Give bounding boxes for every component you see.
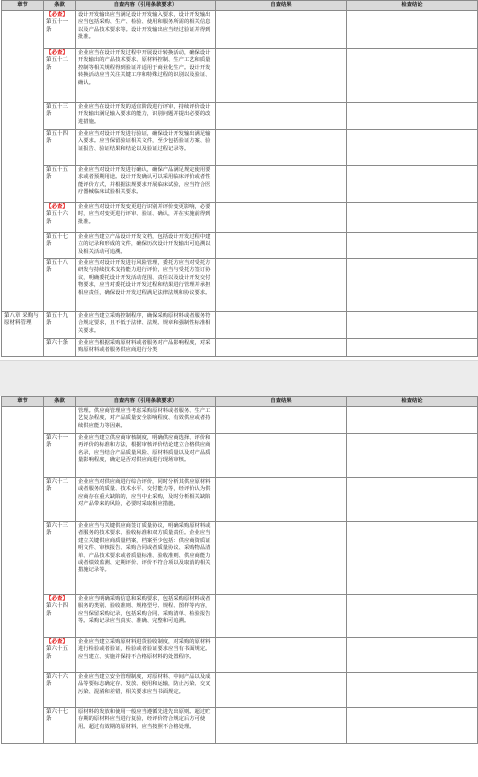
conclusion-cell[interactable] (347, 259, 478, 312)
header-result: 自查结果 (216, 397, 347, 407)
content-cell: 企业应当对设计开发进行验证，确保设计开发输出满足输入要求。应当保留验证相关文件，至少包括验证方案、验证报告、验证结果和结论以及验证过程记录等。 (76, 130, 216, 166)
content-cell: 企业应当建立产品设计开发文档，包括设计开发过程中建立的记录和形成的文件，确保历次设计开发输出可追溯以及相关活动可追溯。 (76, 233, 216, 259)
chapter-cell: 第八章 采购与原材料管理 (2, 312, 44, 357)
result-cell[interactable] (216, 259, 347, 312)
required-badge: 【必查】 (46, 639, 69, 645)
content-cell: 企业应当在设计开发的适宜阶段进行评审，持续评价设计开发输出满足输入要求的能力，识别问题并提出必要的改进措施。 (76, 103, 216, 130)
article-cell (44, 522, 76, 595)
content-cell: 企业应当建立采购控制程序，确保采购原材料或者服务符合规定要求，且不低于法律、法规、规章和强制性标准相关要求。 (76, 312, 216, 339)
table-row (2, 130, 478, 166)
page-gap (0, 360, 478, 398)
article-cell (44, 49, 76, 103)
table-row (2, 11, 478, 49)
article-number: 第六十一条 (46, 435, 69, 449)
article-number: 第六十条 (46, 340, 69, 346)
result-cell[interactable] (216, 478, 347, 522)
header-conclusion: 检查结论 (347, 397, 478, 407)
header-article: 条款 (44, 397, 76, 407)
header-conclusion: 检查结论 (347, 1, 478, 11)
article-cell (44, 203, 76, 233)
table-row (2, 203, 478, 233)
result-cell[interactable] (216, 522, 347, 595)
article-cell (44, 259, 76, 312)
content-cell: 管理。供应商管理应当考虑采购原材料或者服务、生产工艺复杂程度，对产品质量安全影响程度、有效供应或者持续供应能力等因素。 (76, 407, 216, 434)
table-row (2, 166, 478, 203)
table-row (2, 49, 478, 103)
result-cell[interactable] (216, 130, 347, 166)
required-badge: 【必查】 (46, 204, 69, 210)
header-article: 条款 (44, 1, 76, 11)
self-inspection-table-1 (1, 0, 478, 357)
content-cell: 企业应当在设计开发过程中开展设计转换活动，确保设计开发输出的产品技术要求、原材料控制、生产工艺和质量控制等相关规程得到验证并适用于商业化生产。设计开发转换活动应当关注关键工序和特殊过程的识别以及验证、确认。 (76, 49, 216, 103)
article-number: 第六十二条 (46, 479, 69, 493)
header-chapter: 章节 (2, 1, 44, 11)
content-cell: 企业应当建立供应商审核制度，明确供应商选择、评价和再评价的标准和方法，根据审核评价结论建立合格供应商名录，应当结合产品质量风险、原材料质量以及对产品质量影响程度，确定是否对供应商进行现场审核。 (76, 434, 216, 478)
article-number: 第五十一条 (46, 19, 69, 33)
result-cell[interactable] (216, 434, 347, 478)
chapter-cell (2, 11, 44, 312)
conclusion-cell[interactable] (347, 103, 478, 130)
result-cell[interactable] (216, 638, 347, 673)
header-chapter: 章节 (2, 397, 44, 407)
result-cell[interactable] (216, 339, 347, 357)
article-number: 第六十三条 (46, 523, 69, 537)
content-cell: 企业应当对设计开发进行确认，确保产品满足规定使用要求或者预期用途。设计开发确认可以采用临床评价或者性能评价方式，并根据法规要求开展临床试验，应当符合医疗器械临床试验相关要求。 (76, 166, 216, 203)
document-page-1 (0, 0, 478, 360)
table-row (2, 233, 478, 259)
content-cell: 企业应当建立安全管理制度，对原材料、中间产品以及成品等要标志确定存、发放、使用和运输，防止污染、交叉污染、混淆和差错，相关要求应当书面规定。 (76, 673, 216, 708)
conclusion-cell[interactable] (347, 673, 478, 708)
result-cell[interactable] (216, 407, 347, 434)
article-cell (44, 407, 76, 434)
conclusion-cell[interactable] (347, 522, 478, 595)
table-row (2, 407, 478, 434)
result-cell[interactable] (216, 708, 347, 744)
header-content: 自查内容（引用条款要求） (76, 1, 216, 11)
article-number: 第五十五条 (46, 167, 69, 181)
article-cell (44, 312, 76, 339)
article-cell (44, 166, 76, 203)
self-inspection-table-2 (1, 396, 478, 744)
article-number: 第五十七条 (46, 234, 69, 248)
table-row (2, 595, 478, 638)
conclusion-cell[interactable] (347, 203, 478, 233)
content-cell: 企业应当根据采购原材料或者服务对产品影响程度，对采购原材料或者服务供应商进行分类 (76, 339, 216, 357)
article-cell (44, 11, 76, 49)
table-row (2, 673, 478, 708)
document-page-2 (0, 396, 478, 777)
content-cell: 企业应当对设计开发进行风险管理，委托方应当对受托方研发与持续技术支持能力进行评价，应当与受托方签订协议，明确委托设计开发活动范围、责任以及设计开发交付物要求，应当对委托设计开发过程和结果进行管理并承担相应责任，确保设计开发过程满足法律法规和协议要求。 (76, 259, 216, 312)
article-number: 第五十六条 (46, 211, 69, 225)
conclusion-cell[interactable] (347, 312, 478, 339)
conclusion-cell[interactable] (347, 166, 478, 203)
table-row (2, 434, 478, 478)
table-row (2, 638, 478, 673)
article-number: 第五十八条 (46, 260, 69, 274)
conclusion-cell[interactable] (347, 339, 478, 357)
content-cell: 设计开发输出应当满足设计开发输入要求，设计开发输出应当包括采购、生产、检验、使用和服务所需的相关信息以及产品技术要求等。设计开发输出应当经过验证并得到批准。 (76, 11, 216, 49)
result-cell[interactable] (216, 673, 347, 708)
conclusion-cell[interactable] (347, 434, 478, 478)
article-cell (44, 103, 76, 130)
result-cell[interactable] (216, 312, 347, 339)
conclusion-cell[interactable] (347, 407, 478, 434)
article-number: 第五十二条 (46, 57, 69, 71)
content-cell: 企业应当对设计开发变更进行识别并评价变更影响，必要时，应当对变更进行评审、验证、确认，并在实施前得到批准。 (76, 203, 216, 233)
result-cell[interactable] (216, 233, 347, 259)
content-cell: 企业应当建立采购原材料进货验收制度，对采购的原材料进行检验或者验证，检验或者验证要求应当有书面规定。应当建立、实施并保持不合格原材料的处置程序。 (76, 638, 216, 673)
conclusion-cell[interactable] (347, 708, 478, 744)
table-header-row (2, 1, 478, 11)
header-content: 自查内容（引用条款要求） (76, 397, 216, 407)
article-cell (44, 638, 76, 673)
article-cell (44, 130, 76, 166)
article-number: 第五十三条 (46, 104, 69, 118)
result-cell[interactable] (216, 103, 347, 130)
article-number: 第五十九条 (46, 313, 69, 327)
conclusion-cell[interactable] (347, 595, 478, 638)
required-badge: 【必查】 (46, 12, 69, 18)
table-row (2, 312, 478, 339)
content-cell: 原材料的发放和使用一般应当遵循先进先出原则。超过贮存期的原材料应当进行复验，经评价符合规定后方可使用。超过有效期的原材料，应当按照不合格处理。 (76, 708, 216, 744)
article-cell (44, 595, 76, 638)
conclusion-cell[interactable] (347, 478, 478, 522)
conclusion-cell[interactable] (347, 49, 478, 103)
header-result: 自查结果 (216, 1, 347, 11)
content-cell: 企业应当明确采购信息和采购要求，包括采购原材料或者服务的类别、验收准则、规格型号、规程、图样等内容，应当保留采购记录，包括采购合同、采购清单、检验报告等。采购记录应当真实、准确、完整和可追溯。 (76, 595, 216, 638)
article-number: 第六十四条 (46, 603, 69, 617)
table-row (2, 522, 478, 595)
table-row (2, 339, 478, 357)
table-row (2, 103, 478, 130)
conclusion-cell[interactable] (347, 638, 478, 673)
table-row (2, 478, 478, 522)
table-row (2, 259, 478, 312)
article-number: 第六十七条 (46, 709, 69, 723)
result-cell[interactable] (216, 203, 347, 233)
result-cell[interactable] (216, 166, 347, 203)
article-cell (44, 708, 76, 744)
article-number: 第六十六条 (46, 674, 69, 688)
article-cell (44, 478, 76, 522)
content-cell: 企业应当与关键供应商签订质量协议，明确采购原材料或者服务的技术要求、验收标准和双方质量责任。企业应当建立关键供应商质量档案，档案至少包括：供应商资质证明文件、审核报告、采购合同或者质量协议、采购物品清单、产品技术要求或者质量标准、验收准则、供应商能力或者绩效监测、定期评价、评价不符合项以及取消的相关措施记录等。 (76, 522, 216, 595)
table-header-row (2, 397, 478, 407)
article-cell (44, 233, 76, 259)
result-cell[interactable] (216, 11, 347, 49)
article-cell (44, 339, 76, 357)
conclusion-cell[interactable] (347, 130, 478, 166)
chapter-cell (2, 407, 44, 744)
article-cell (44, 434, 76, 478)
article-number: 第五十四条 (46, 131, 69, 145)
required-badge: 【必查】 (46, 596, 69, 602)
table-row (2, 708, 478, 744)
conclusion-cell[interactable] (347, 233, 478, 259)
article-cell (44, 673, 76, 708)
conclusion-cell[interactable] (347, 11, 478, 49)
content-cell: 企业应当对供应商进行综合评价，同时分析其供应原材料或者服务的质量、技术水平、交付能力等，经评价认为供应商存在重大缺陷的，应当中止采购，及时分析相关缺陷对产品带来的风险，必要时采取相应措施。 (76, 478, 216, 522)
result-cell[interactable] (216, 595, 347, 638)
result-cell[interactable] (216, 49, 347, 103)
required-badge: 【必查】 (46, 50, 69, 56)
article-number: 第六十五条 (46, 646, 69, 660)
